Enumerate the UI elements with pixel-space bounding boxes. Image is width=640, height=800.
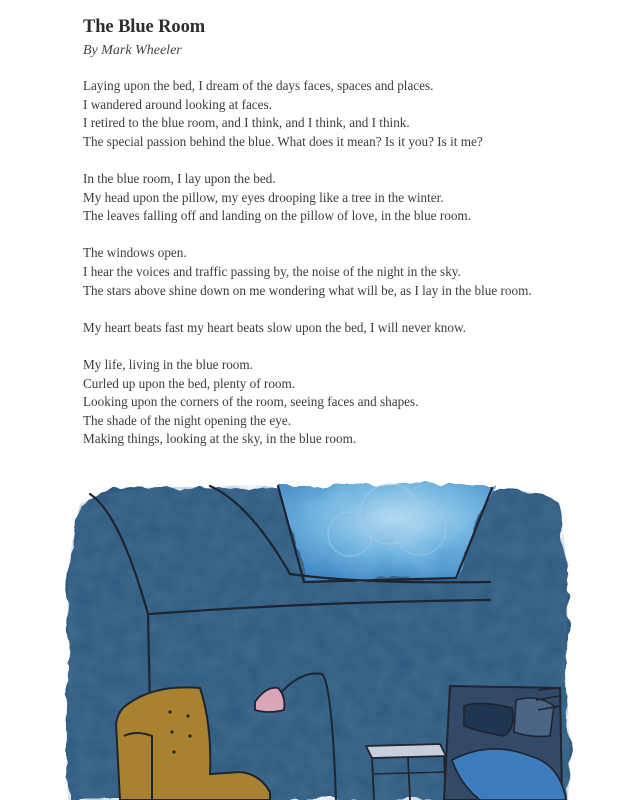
poem [83,14,623,449]
poem-line: My heart beats fast my heart beats slow upon the bed, I will never know. [83,319,466,335]
stanza [83,244,623,300]
poem-line: Looking upon the corners of the room, seeing faces and shapes. [83,394,419,410]
poem-line: The leaves falling off and landing on the pillow of love, in the blue room. [83,208,471,224]
poem-line: I hear the voices and traffic passing by, the noise of the night in the sky. [83,263,461,279]
poem-line: The shade of the night opening the eye. [83,412,292,428]
poem-line: The stars above shine down on me wondering what will be, as I lay in the blue room. [83,282,532,298]
poem-line: The special passion behind the blue. What does it mean? Is it you? Is it me? [83,133,483,149]
poem-line: Making things, looking at the sky, in the blue room. [83,431,357,447]
bed [444,686,566,800]
stanza-gap [83,151,623,170]
poem-line: I wandered around looking at faces. [83,96,272,112]
stanza-gap [83,337,623,356]
stanza [83,319,623,338]
poem-line: Laying upon the bed, I dream of the days faces, spaces and places. [83,78,434,93]
poem-line: In the blue room, I lay upon the bed. [83,170,276,186]
poem-body [83,77,623,449]
stanza-gap [83,226,623,245]
blue-room-illustration [60,474,580,800]
poem-line: The windows open. [83,245,187,261]
poem-title: The Blue Room [83,17,206,37]
stanza-gap [83,300,623,319]
poem-line: I retired to the blue room, and I think, and I think, and I think. [83,115,410,131]
poem-line: My life, living in the blue room. [83,356,253,372]
stanza [83,77,623,151]
poem-author: By Mark Wheeler [83,43,182,58]
stanza [83,170,623,226]
poem-line: My head upon the pillow, my eyes drooping like a tree in the winter. [83,189,444,205]
stanza [83,356,623,449]
poem-line: Curled up upon the bed, plenty of room. [83,375,296,391]
